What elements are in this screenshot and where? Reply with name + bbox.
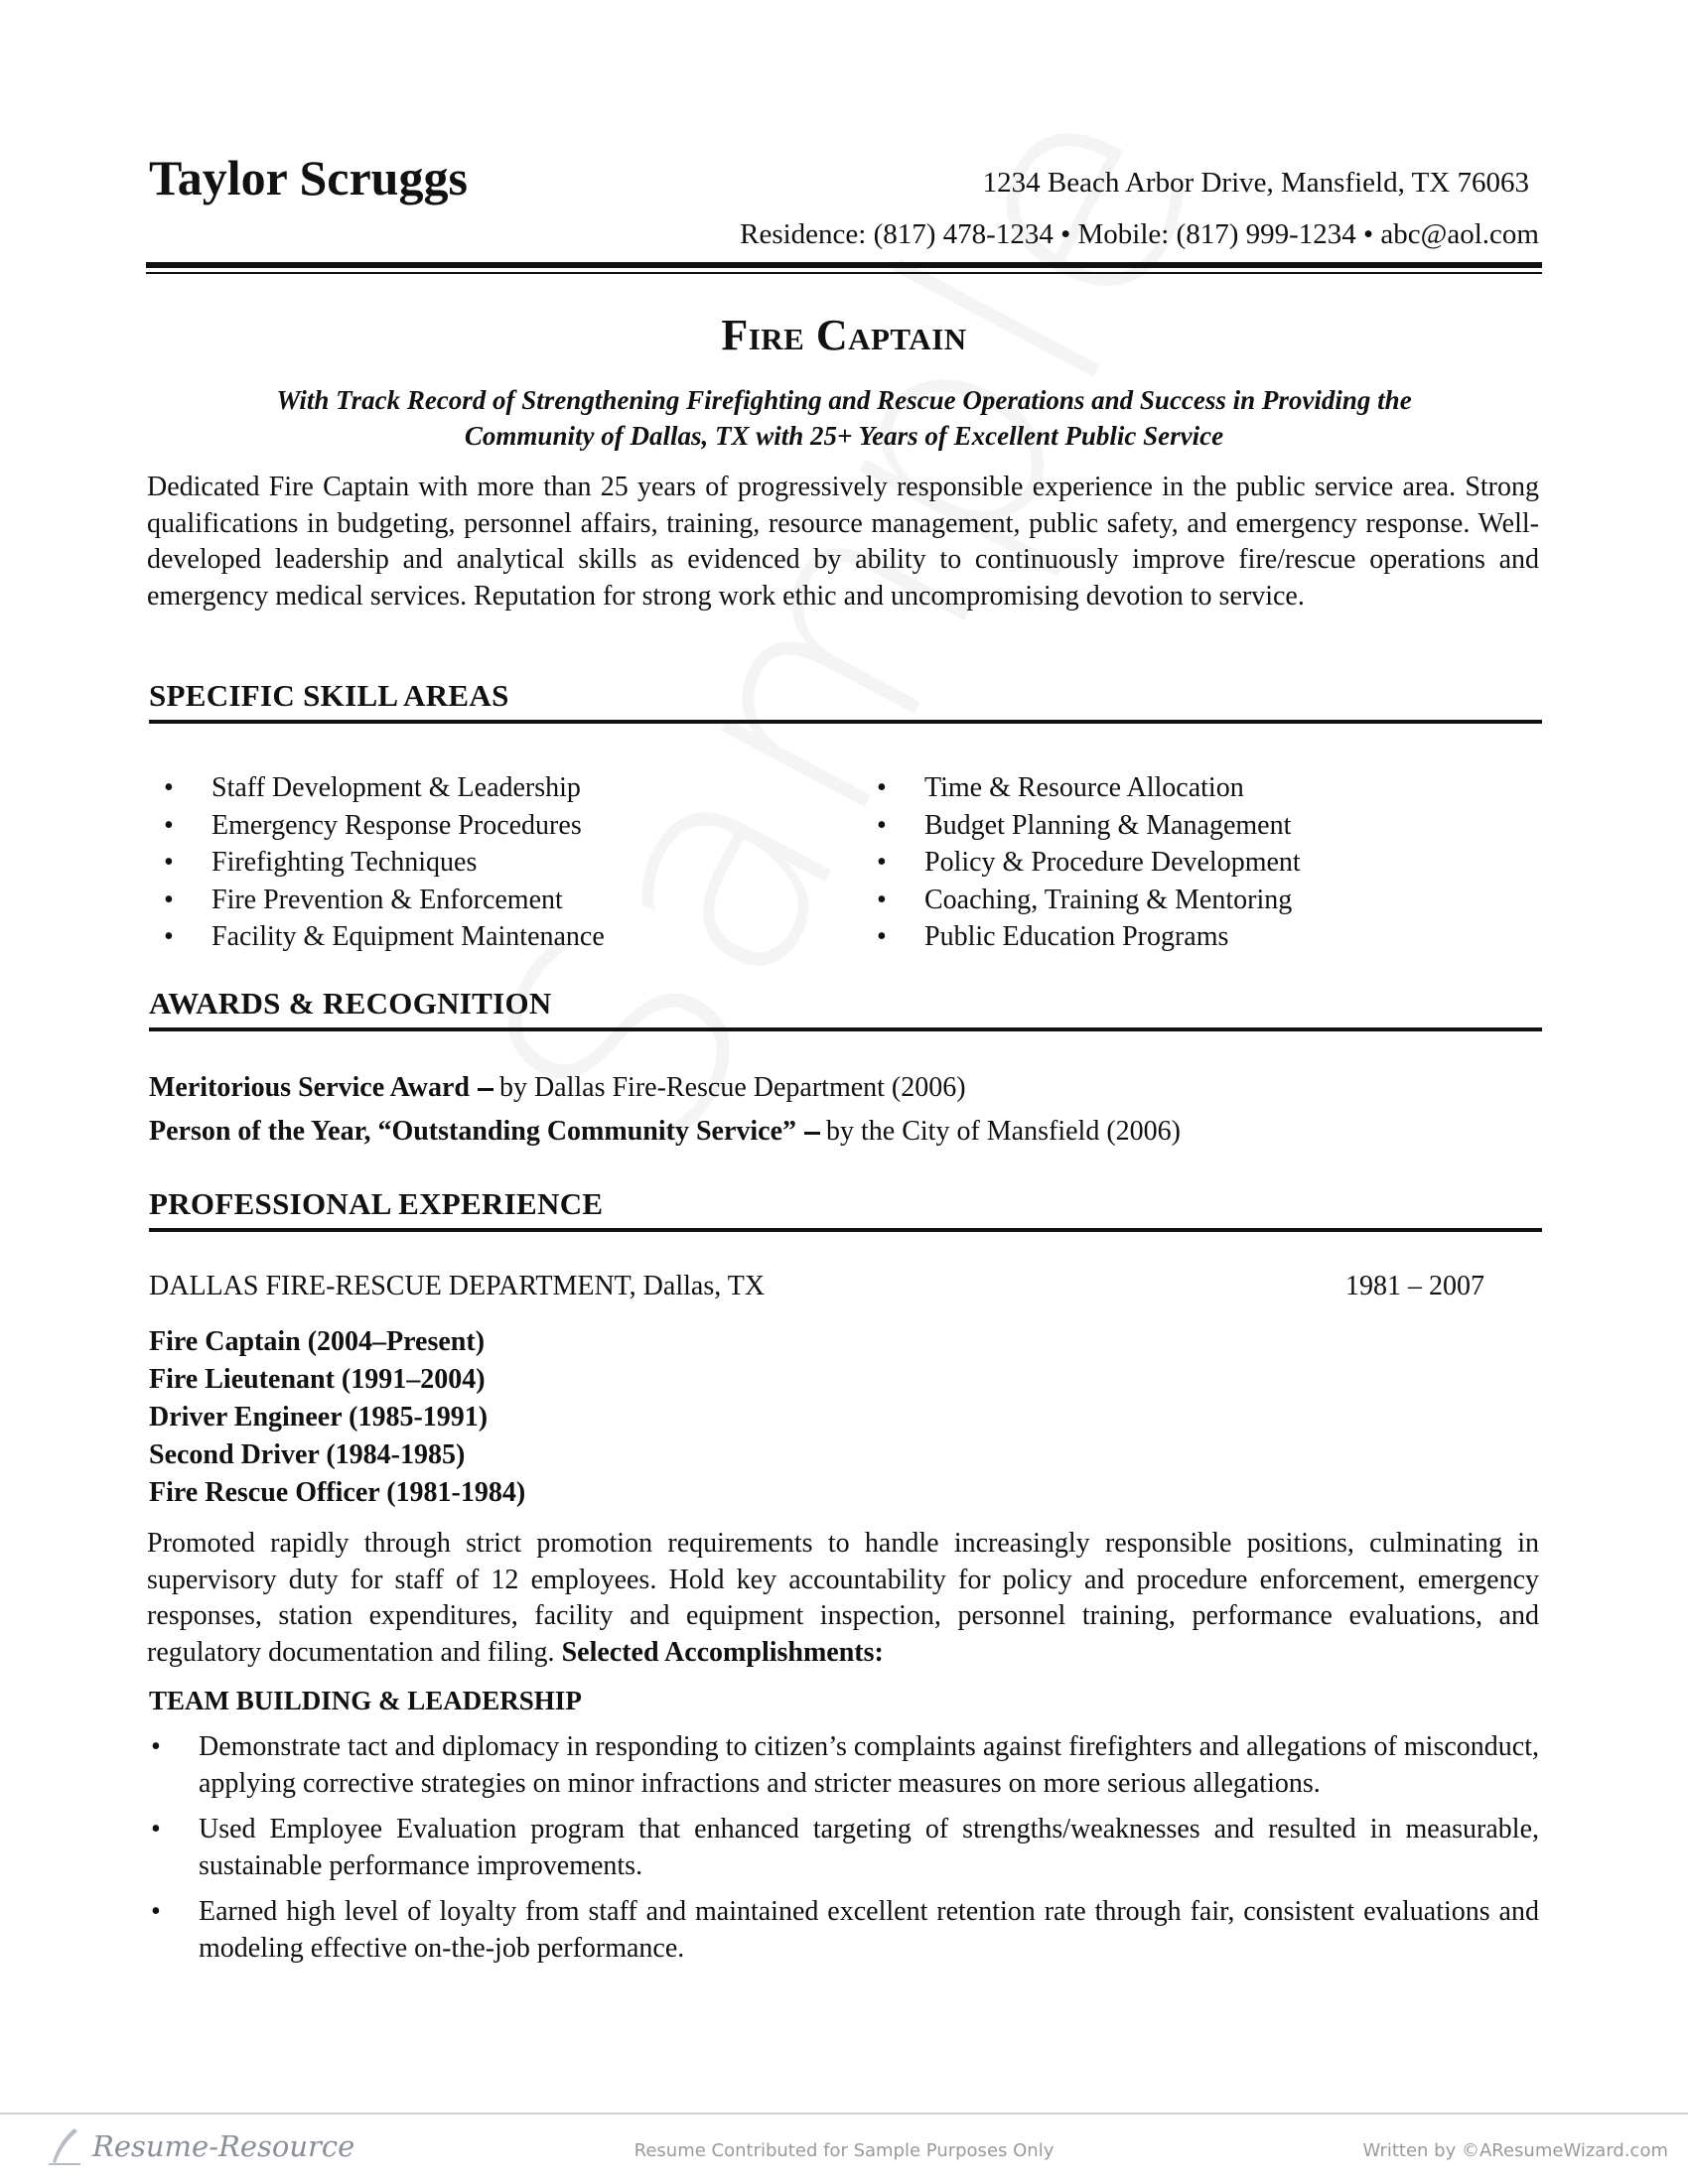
experience-summary [147, 1526, 1539, 1671]
skill-item: • Policy & Procedure Development [862, 844, 1301, 882]
skill-item: • Facility & Equipment Maintenance [149, 918, 605, 956]
headline-line-2: Community of Dallas, TX with 25+ Years of Excellent Public Service [464, 421, 1224, 451]
accomplishment-item: • Demonstrate tact and diplomacy in responding to citizen’s complaints against firefighters and allegations of misconduct, applying corrective strategies on minor infractions and stricter measures on more serious allegations. [149, 1729, 1539, 1802]
selected-accomplishments-label: Selected Accomplishments: [561, 1636, 884, 1668]
contact-info: Residence: (817) 478-1234 • Mobile: (817) 999-1234 • abc@aol.com [740, 218, 1539, 250]
experience-summary-text: Promoted rapidly through strict promotion requirements to handle increasingly responsible positions, culminating in supervisory duty for staff of 12 employees. Hold key accountability for policy and procedure enforcement, emergency responses, station expenditures, facility and equipment inspection, personnel training, performance evaluations, and regulatory documentation and filing. [147, 1528, 1539, 1668]
skills-list-left [149, 769, 605, 956]
address: 1234 Beach Arbor Drive, Mansfield, TX 76063 [982, 167, 1529, 199]
role-item: Fire Captain (2004–Present) [149, 1326, 486, 1357]
award-dash [804, 1132, 820, 1135]
role-item: Fire Rescue Officer (1981-1984) [149, 1477, 526, 1508]
header-rule-thin [146, 272, 1542, 274]
award-detail: by the City of Mansfield (2006) [826, 1116, 1181, 1147]
skill-item: • Staff Development & Leadership [149, 769, 605, 807]
footer-disclaimer: Resume Contributed for Sample Purposes Only [633, 2140, 1055, 2161]
section-heading-experience: PROFESSIONAL EXPERIENCE [149, 1186, 1542, 1232]
accomplishment-item: • Used Employee Evaluation program that enhanced targeting of strengths/weaknesses and resulted in measurable, sustainable performance improvements. [149, 1812, 1539, 1884]
role-item: Second Driver (1984-1985) [149, 1439, 466, 1470]
award-detail: by Dallas Fire-Rescue Department (2006) [498, 1072, 966, 1103]
skill-item: • Public Education Programs [862, 918, 1301, 956]
headline-line-1: With Track Record of Strengthening Firefighting and Rescue Operations and Success in Providing the [276, 385, 1412, 415]
accomplishment-item: • Earned high level of loyalty from staff and maintained excellent retention rate through fair, consistent evaluations and modeling effective on-the-job performance. [149, 1894, 1539, 1967]
award-title: Meritorious Service Award [149, 1072, 470, 1103]
job-title: Fire Captain [721, 311, 967, 359]
award-item [149, 1072, 966, 1104]
section-heading-skills: SPECIFIC SKILL AREAS [149, 678, 1542, 724]
headline [179, 382, 1509, 454]
skill-item: • Fire Prevention & Enforcement [149, 882, 605, 919]
employment-dates: 1981 – 2007 [1345, 1271, 1484, 1301]
footer-credit[interactable]: Written by ©AResumeWizard.com [1362, 2140, 1668, 2161]
role-item: Driver Engineer (1985-1991) [149, 1402, 489, 1433]
employer: DALLAS FIRE-RESCUE DEPARTMENT, Dallas, TX [149, 1271, 766, 1301]
role-item: Fire Lieutenant (1991–2004) [149, 1364, 486, 1395]
skill-item: • Budget Planning & Management [862, 807, 1301, 845]
skill-item: • Firefighting Techniques [149, 844, 605, 882]
header-rule-thick [146, 262, 1542, 268]
roles-list [149, 1323, 525, 1512]
award-item [149, 1116, 1181, 1148]
skill-item: • Emergency Response Procedures [149, 807, 605, 845]
candidate-name: Taylor Scruggs [149, 150, 468, 205]
accomplishments-list [149, 1729, 1539, 1977]
section-heading-awards: AWARDS & RECOGNITION [149, 986, 1542, 1031]
profile-summary: Dedicated Fire Captain with more than 25 years of progressively responsible experience in the public service area. Strong qualifications in budgeting, personnel affairs, training, resource management, public safety, and emergency response. Well-developed leadership and analytical skills as evidenced by ability to continuously improve fire/rescue operations and emergency medical services. Reputation for strong work ethic and uncompromising devotion to service. [147, 472, 1539, 612]
award-title: Person of the Year, “Outstanding Community Service” [149, 1116, 797, 1147]
award-dash [478, 1088, 493, 1091]
skill-item: • Coaching, Training & Mentoring [862, 882, 1301, 919]
footer-logo-text: Resume-Resource [92, 2129, 355, 2163]
skill-item: • Time & Resource Allocation [862, 769, 1301, 807]
skills-list-right [862, 769, 1301, 956]
subheading-team-building: TEAM BUILDING & LEADERSHIP [149, 1686, 582, 1715]
footer-rule [0, 2113, 1688, 2115]
